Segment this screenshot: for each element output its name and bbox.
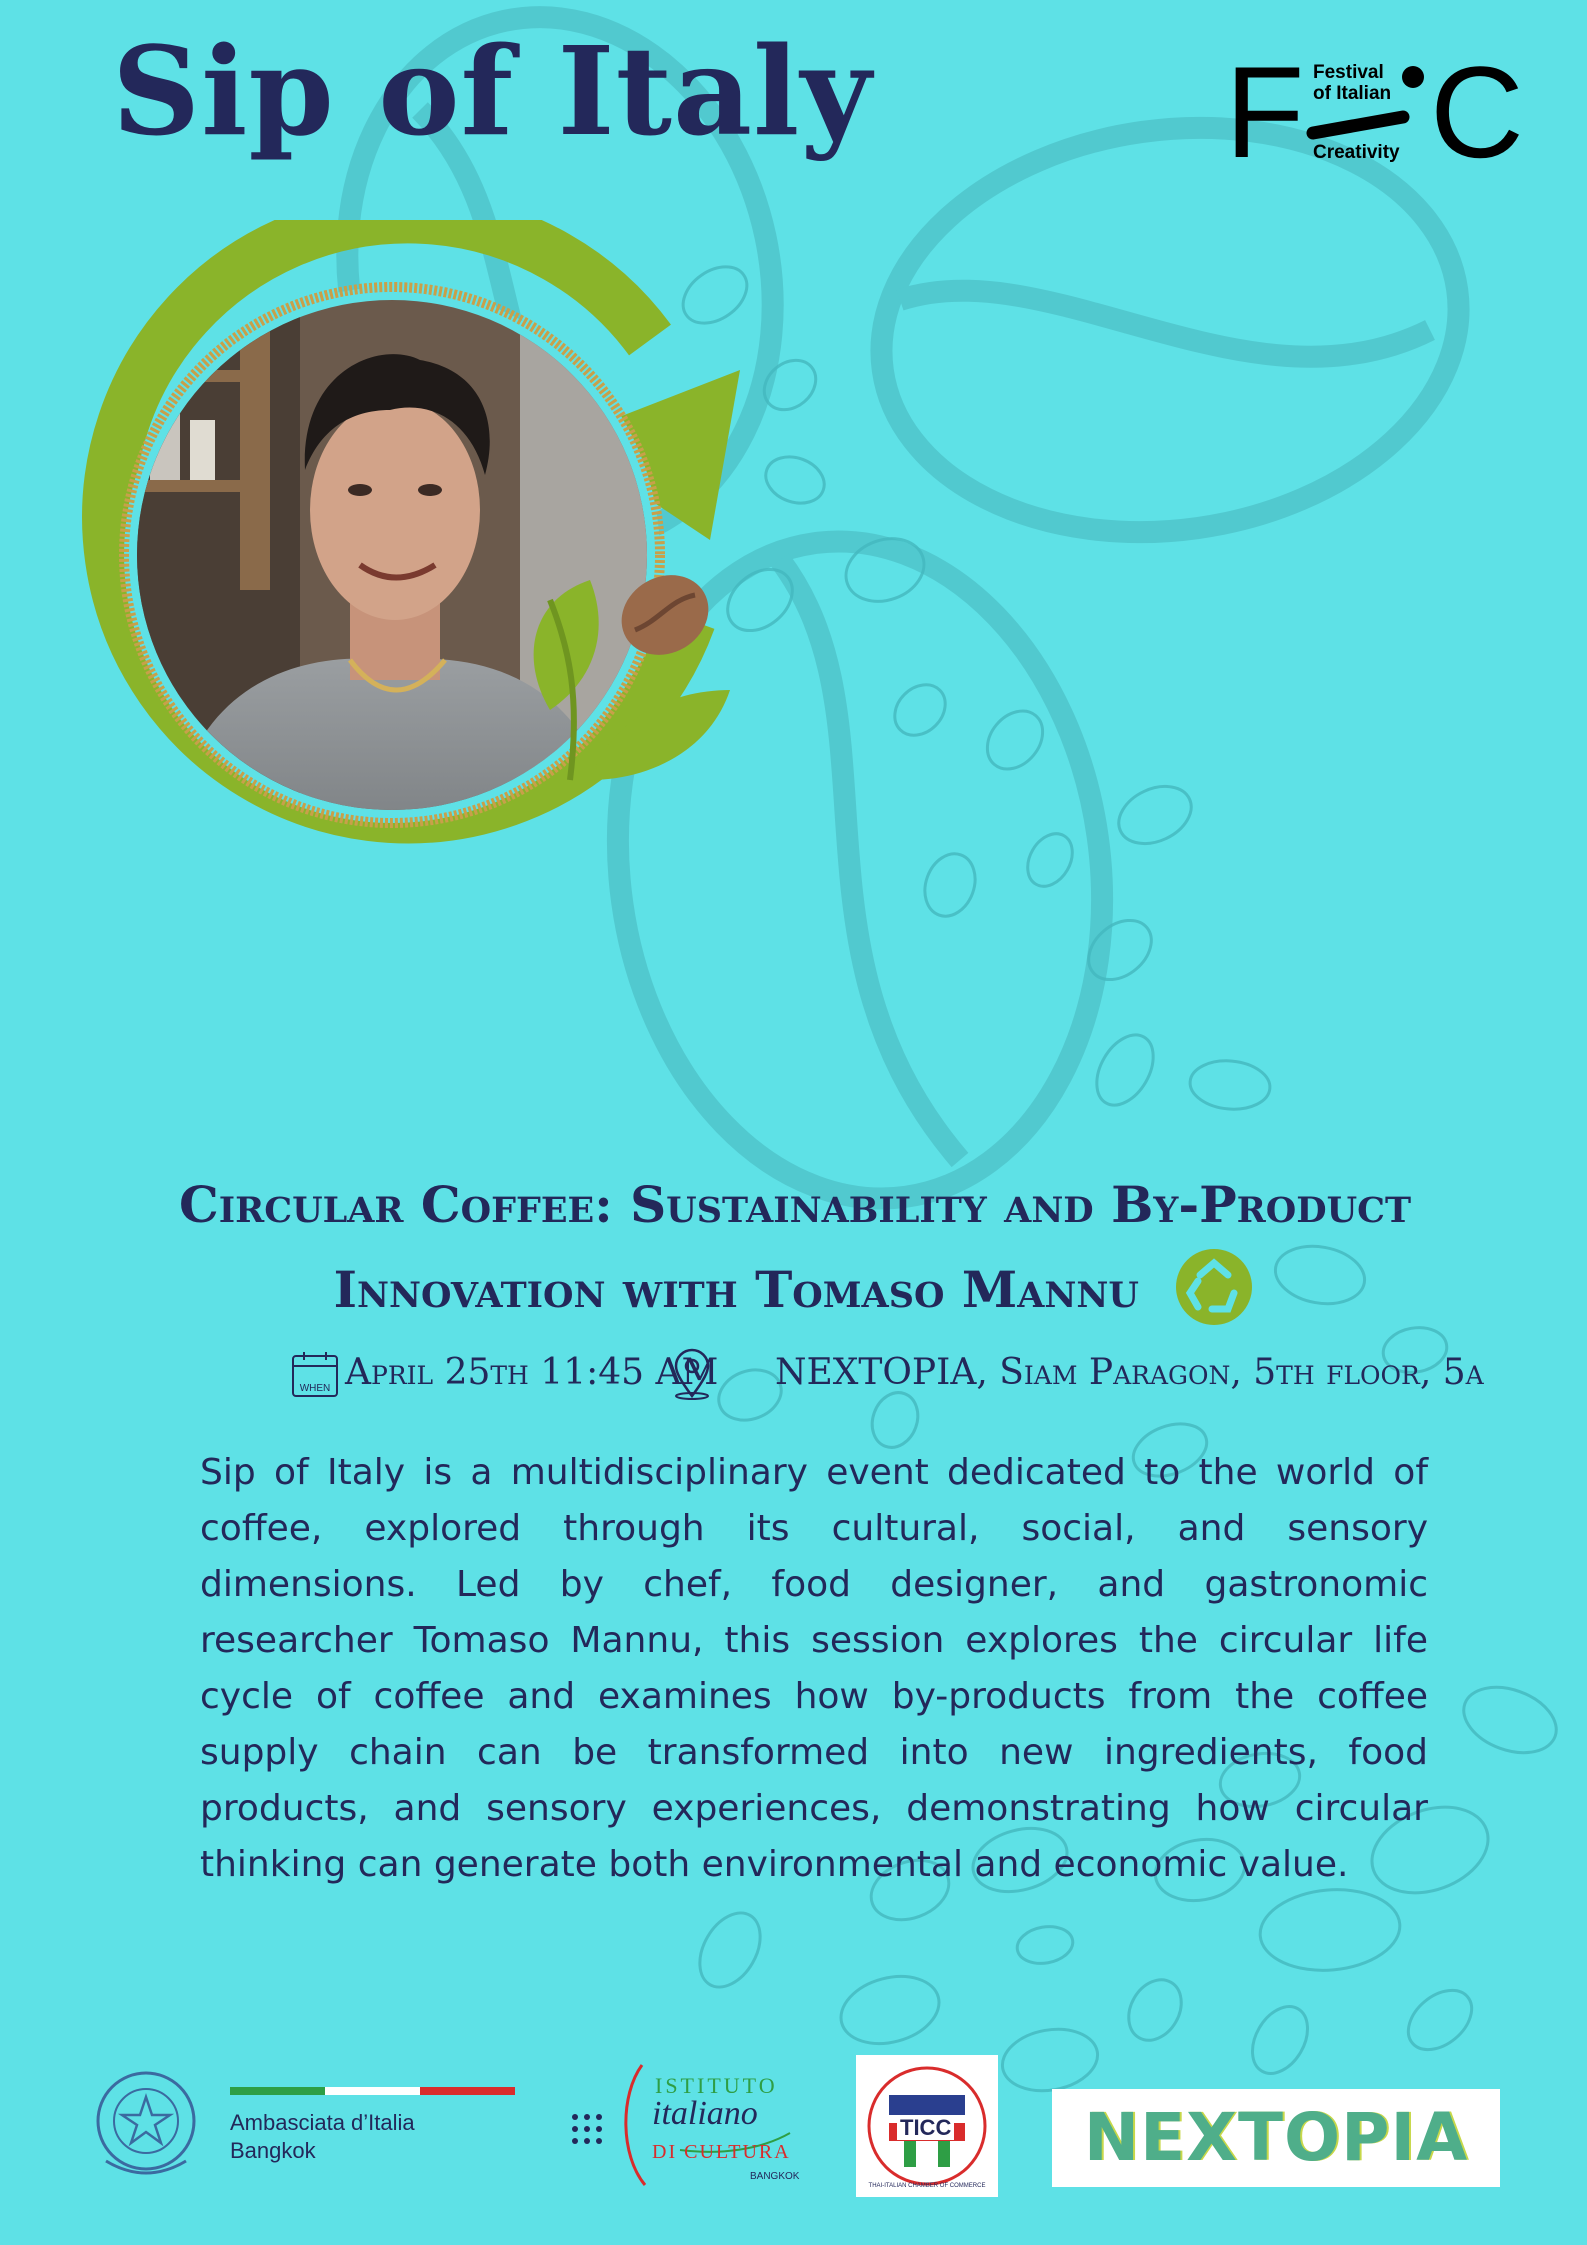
- event-where: NEXTOPIA, Siam Paragon, 5th floor, 5a: [775, 1352, 1484, 1393]
- istituto-line2: italiano: [652, 2095, 758, 2132]
- event-title-line2: [150, 1245, 1440, 1330]
- embassy-line1: Ambasciata d’Italia: [230, 2110, 415, 2135]
- fic-letter-f: F: [1225, 39, 1305, 185]
- ticc-ring-text: THAI-ITALIAN CHAMBER OF COMMERCE: [868, 2183, 986, 2189]
- event-title: [150, 1165, 1440, 1330]
- italian-emblem-icon: [92, 2061, 200, 2185]
- istituto-line3: DI CULTURA: [652, 2141, 791, 2163]
- nextopia-wordmark: NEXTOPIA: [1083, 2099, 1469, 2176]
- event-title-line1: Circular Coffee: Sustainability and By-Product: [178, 1175, 1412, 1234]
- location-pin-icon: [670, 1348, 714, 1400]
- calendar-icon-label: WHEN: [299, 1383, 331, 1394]
- fic-line-creativity: Creativity: [1313, 142, 1400, 163]
- sponsor-logos: [0, 2045, 1587, 2215]
- fic-dash-mark: [1305, 55, 1425, 175]
- istituto-line1: ISTITUTO: [655, 2073, 778, 2098]
- embassy-line2: Bangkok: [230, 2138, 316, 2163]
- event-title-line2-text: Innovation with Tomaso Mannu: [333, 1260, 1139, 1319]
- event-when: April 25th 11:45 AM: [345, 1352, 719, 1393]
- chef-photo-frame: [50, 220, 750, 880]
- calendar-icon: [290, 1350, 340, 1400]
- event-description: Sip of Italy is a multidisciplinary event dedicated to the world of coffee, explored through its cultural, social, and sensory dimensions. Led by chef, food designer, and gastronomic researcher Tomaso Mannu, this session explores the circular life cycle of coffee and examines how by-products from the coffee supply chain can be transformed into new ingredients, food products, and sensory experiences, demonstrating how circular thinking can generate both environmental and economic value.: [200, 1452, 1428, 1885]
- recycle-icon: [1172, 1245, 1256, 1329]
- poster-title: Sip of Italy: [112, 19, 873, 163]
- italian-flag-stripe: [230, 2087, 515, 2095]
- fic-letter-c: C: [1430, 39, 1524, 185]
- nextopia-logo: [1052, 2089, 1500, 2187]
- ticc-logo: [856, 2055, 998, 2197]
- istituto-italiano-logo: [560, 2055, 820, 2195]
- event-details-row: [0, 1348, 1587, 1404]
- fic-line-festival: Festival: [1313, 62, 1384, 83]
- istituto-line4: BANGKOK: [750, 2171, 800, 2182]
- embassy-name: [230, 2109, 415, 2165]
- fic-logo: [1225, 39, 1525, 185]
- ticc-label: TICC: [897, 2116, 954, 2140]
- fic-line-of-italian: of Italian: [1313, 82, 1392, 104]
